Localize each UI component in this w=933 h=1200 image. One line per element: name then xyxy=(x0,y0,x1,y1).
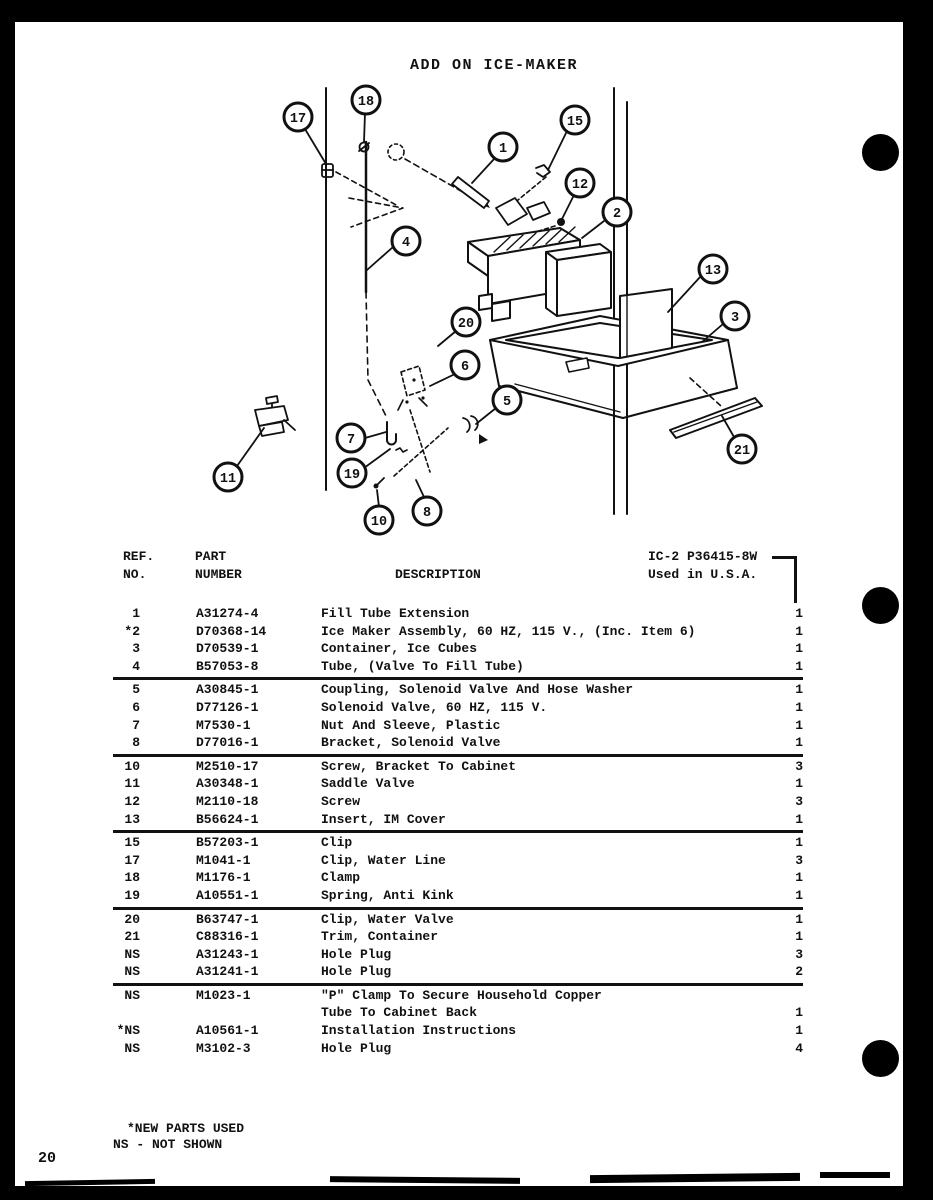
scan-smudge xyxy=(590,1173,800,1183)
cell-description: Clip, Water Line xyxy=(321,852,446,868)
callout-1 xyxy=(489,133,517,161)
svg-text:8: 8 xyxy=(422,505,432,521)
cell-part-number: A10551-1 xyxy=(196,887,259,903)
cell-qty xyxy=(763,987,803,1005)
cell-part-number: B56624-1 xyxy=(196,811,259,827)
punch-hole xyxy=(862,1040,899,1077)
cell-ref: 6 xyxy=(132,699,140,715)
cell-qty: 4 xyxy=(795,1040,803,1056)
cell-part-number: M7530-1 xyxy=(196,717,251,733)
callout-18 xyxy=(352,86,380,114)
footnote-new-parts: *NEW PARTS USED xyxy=(127,1121,245,1136)
cell-ref: 18 xyxy=(124,870,140,886)
svg-text:18: 18 xyxy=(357,94,375,110)
cell-part-number: A31274-4 xyxy=(196,606,259,621)
cell-description: Tube To Cabinet Back xyxy=(321,1005,478,1021)
cell-description: Container, Ice Cubes xyxy=(321,641,478,657)
footnote-not-shown: NS - NOT SHOWN xyxy=(113,1137,223,1152)
cell-ref: 19 xyxy=(124,887,140,903)
cell-description: Hole Plug xyxy=(321,964,392,980)
svg-text:11: 11 xyxy=(219,471,237,487)
cell-ref: 7 xyxy=(132,717,140,733)
cell-ref: NS xyxy=(124,946,140,962)
cell-ref: 4 xyxy=(132,658,140,674)
scan-border-left xyxy=(0,0,15,1200)
table-row xyxy=(113,681,803,699)
cell-ref xyxy=(113,1004,140,1022)
svg-text:12: 12 xyxy=(571,177,589,193)
cell-description: Nut And Sleeve, Plastic xyxy=(321,717,501,733)
cell-description: Ice Maker Assembly, 60 HZ, 115 V., (Inc. Item 6) xyxy=(321,623,696,639)
svg-text:20: 20 xyxy=(457,316,475,332)
cell-ref: 13 xyxy=(124,811,140,827)
svg-text:4: 4 xyxy=(401,235,411,251)
table-group xyxy=(113,910,803,986)
fill-cup-part xyxy=(496,198,527,225)
cell-description: Coupling, Solenoid Valve And Hose Washer xyxy=(321,682,634,698)
cell-qty: 3 xyxy=(795,793,803,809)
table-row xyxy=(113,911,803,929)
cell-description: Trim, Container xyxy=(321,929,439,945)
cell-part-number: M2110-18 xyxy=(196,793,259,809)
cell-description: Spring, Anti Kink xyxy=(321,887,454,903)
callout-4 xyxy=(392,227,420,255)
table-row xyxy=(113,734,803,752)
callout-11 xyxy=(214,463,242,491)
table-row xyxy=(113,811,803,829)
fill-tube-extension-part xyxy=(452,177,489,208)
cell-qty: 1 xyxy=(795,606,803,621)
table-row xyxy=(113,640,803,658)
cell-part-number xyxy=(196,1004,321,1022)
svg-text:6: 6 xyxy=(460,359,470,375)
water-tube-hidden xyxy=(366,292,387,418)
cell-part-number: A31243-1 xyxy=(196,946,259,962)
svg-text:21: 21 xyxy=(733,443,751,459)
cell-qty: 1 xyxy=(795,887,803,903)
cell-ref: 15 xyxy=(124,835,140,851)
header-ref-1: REF. xyxy=(123,549,155,564)
cell-ref: 11 xyxy=(124,776,140,792)
cell-part-number: A10561-1 xyxy=(196,1023,259,1039)
cell-part-number: C88316-1 xyxy=(196,929,259,945)
cell-description: Clamp xyxy=(321,870,361,886)
cell-part-number: M1041-1 xyxy=(196,852,251,868)
svg-text:17: 17 xyxy=(289,111,307,127)
punch-hole xyxy=(862,134,899,171)
cell-qty: 1 xyxy=(795,699,803,715)
cell-description: Installation Instructions xyxy=(321,1023,517,1039)
header-part-1: PART xyxy=(195,549,227,564)
callout-17 xyxy=(284,103,312,131)
svg-text:5: 5 xyxy=(502,394,512,410)
header-bracket xyxy=(772,556,797,603)
parts-table xyxy=(113,548,803,1059)
table-group xyxy=(113,833,803,909)
svg-text:7: 7 xyxy=(346,432,356,448)
scan-border-top xyxy=(0,0,933,22)
cell-ref: NS xyxy=(124,1040,140,1056)
clip-part xyxy=(536,165,550,177)
punch-hole xyxy=(862,587,899,624)
header-description: DESCRIPTION xyxy=(395,567,481,582)
solenoid-valve-part xyxy=(398,366,427,410)
parts-table-header xyxy=(113,548,803,604)
table-row xyxy=(113,758,803,776)
cell-qty: 1 xyxy=(795,717,803,733)
cell-qty: 3 xyxy=(795,758,803,774)
table-row xyxy=(113,928,803,946)
header-model: IC-2 P36415-8W xyxy=(648,549,758,564)
cell-part-number: D70368-14 xyxy=(196,623,267,639)
page-number: 20 xyxy=(38,1150,57,1167)
cell-qty: 1 xyxy=(795,835,803,851)
cell-description: Saddle Valve xyxy=(321,776,415,792)
callout-19 xyxy=(338,459,366,487)
container-trim-part xyxy=(670,398,762,438)
table-row xyxy=(113,1040,803,1058)
table-row xyxy=(113,623,803,641)
scan-smudge xyxy=(330,1176,520,1184)
cell-part-number: D70539-1 xyxy=(196,641,259,657)
table-row xyxy=(113,793,803,811)
table-row xyxy=(113,605,803,623)
cell-description: "P" Clamp To Secure Household Copper xyxy=(321,987,602,1003)
cell-qty: 1 xyxy=(795,641,803,657)
cell-description: Hole Plug xyxy=(321,946,392,962)
cell-description: Clip, Water Valve xyxy=(321,911,454,927)
cell-qty: 1 xyxy=(795,1005,803,1021)
cell-part-number: M3102-3 xyxy=(196,1040,251,1056)
svg-text:19: 19 xyxy=(343,467,361,483)
coupling-part xyxy=(463,416,488,444)
scan-smudge xyxy=(820,1172,890,1178)
cell-ref: NS xyxy=(124,987,140,1003)
cell-part-number: B63747-1 xyxy=(196,911,259,927)
cell-ref: 10 xyxy=(124,758,140,774)
screw-bracket-part xyxy=(374,478,385,489)
cell-qty: 3 xyxy=(795,946,803,962)
callout-6 xyxy=(451,351,479,379)
table-row xyxy=(113,1022,803,1040)
cell-qty: 1 xyxy=(795,658,803,674)
cell-qty: 1 xyxy=(795,811,803,827)
cell-part-number: A30845-1 xyxy=(196,682,259,698)
cell-ref: *2 xyxy=(124,623,140,639)
cell-description: Screw, Bracket To Cabinet xyxy=(321,758,517,774)
cell-qty: 1 xyxy=(795,929,803,945)
table-row xyxy=(113,1004,803,1022)
cell-qty: 1 xyxy=(795,776,803,792)
cell-ref: 20 xyxy=(124,911,140,927)
cell-ref: NS xyxy=(124,964,140,980)
cell-ref: 3 xyxy=(132,641,140,657)
table-row xyxy=(113,775,803,793)
cell-qty: 1 xyxy=(795,735,803,751)
saddle-valve-part xyxy=(255,396,295,436)
page-title: ADD ON ICE-MAKER xyxy=(410,57,579,74)
cell-description: Insert, IM Cover xyxy=(321,811,446,827)
table-row xyxy=(113,963,803,981)
scan-border-bottom xyxy=(0,1186,933,1200)
callout-15 xyxy=(561,106,589,134)
table-row xyxy=(113,717,803,735)
screw-part xyxy=(557,218,565,226)
svg-text:13: 13 xyxy=(704,263,722,279)
svg-text:10: 10 xyxy=(370,514,388,530)
table-row xyxy=(113,946,803,964)
cell-qty: 1 xyxy=(795,911,803,927)
cell-part-number: A31241-1 xyxy=(196,964,259,980)
table-group xyxy=(113,757,803,833)
cell-part-number: A30348-1 xyxy=(196,776,259,792)
cell-qty: 1 xyxy=(795,1023,803,1039)
cell-part-number: D77016-1 xyxy=(196,735,259,751)
cell-ref: 5 xyxy=(132,682,140,698)
cell-description: Screw xyxy=(321,793,361,809)
callout-5 xyxy=(493,386,521,414)
callout-2 xyxy=(603,198,631,226)
svg-text:15: 15 xyxy=(566,114,584,130)
anti-kink-spring-part xyxy=(396,448,407,452)
cell-description: Hole Plug xyxy=(321,1040,392,1056)
table-row xyxy=(113,699,803,717)
grommet-outline xyxy=(388,144,404,160)
cell-description: Bracket, Solenoid Valve xyxy=(321,735,501,751)
table-group xyxy=(113,680,803,756)
table-group xyxy=(113,986,803,1059)
svg-text:2: 2 xyxy=(612,206,622,222)
cell-part-number: D77126-1 xyxy=(196,699,259,715)
callout-21 xyxy=(728,435,756,463)
cell-qty: 1 xyxy=(795,623,803,639)
parts-table-body xyxy=(113,604,803,1059)
cell-description: Solenoid Valve, 60 HZ, 115 V. xyxy=(321,699,548,715)
callout-7 xyxy=(337,424,365,452)
insert-im-cover-part xyxy=(620,289,672,358)
callout-8 xyxy=(413,497,441,525)
nut-sleeve-part xyxy=(387,422,396,445)
cell-description: Clip xyxy=(321,835,353,851)
cell-part-number: M1176-1 xyxy=(196,870,251,886)
cell-ref: 12 xyxy=(124,793,140,809)
table-group xyxy=(113,604,803,680)
cell-qty: 1 xyxy=(795,870,803,886)
callout-12 xyxy=(566,169,594,197)
cell-part-number: B57053-8 xyxy=(196,658,259,674)
cell-ref: 17 xyxy=(124,852,140,868)
cell-qty: 2 xyxy=(795,964,803,980)
callout-20 xyxy=(452,308,480,336)
table-row xyxy=(113,658,803,676)
cell-part-number: B57203-1 xyxy=(196,835,259,851)
table-row xyxy=(113,987,803,1005)
table-row xyxy=(113,887,803,905)
im-cover-part xyxy=(546,244,611,316)
header-usage: Used in U.S.A. xyxy=(648,567,758,582)
table-row xyxy=(113,834,803,852)
scan-border-right xyxy=(903,0,933,1200)
cell-qty: 3 xyxy=(795,852,803,868)
cell-ref: 8 xyxy=(132,735,140,751)
cell-ref: 21 xyxy=(124,929,140,945)
cell-ref: 1 xyxy=(132,606,140,621)
table-row xyxy=(113,852,803,870)
cell-part-number: M2510-17 xyxy=(196,758,259,774)
callout-13 xyxy=(699,255,727,283)
cell-ref: *NS xyxy=(116,1023,140,1039)
header-part-2: NUMBER xyxy=(195,567,242,582)
svg-text:3: 3 xyxy=(730,310,740,326)
cell-description: Fill Tube Extension xyxy=(321,606,470,621)
cell-qty: 1 xyxy=(795,682,803,698)
header-ref-2: NO. xyxy=(123,567,147,582)
svg-text:1: 1 xyxy=(498,141,508,157)
cell-part-number: M1023-1 xyxy=(196,987,251,1003)
exploded-diagram xyxy=(210,80,790,550)
callout-10 xyxy=(365,506,393,534)
callout-3 xyxy=(721,302,749,330)
table-row xyxy=(113,869,803,887)
cell-description: Tube, (Valve To Fill Tube) xyxy=(321,658,524,674)
